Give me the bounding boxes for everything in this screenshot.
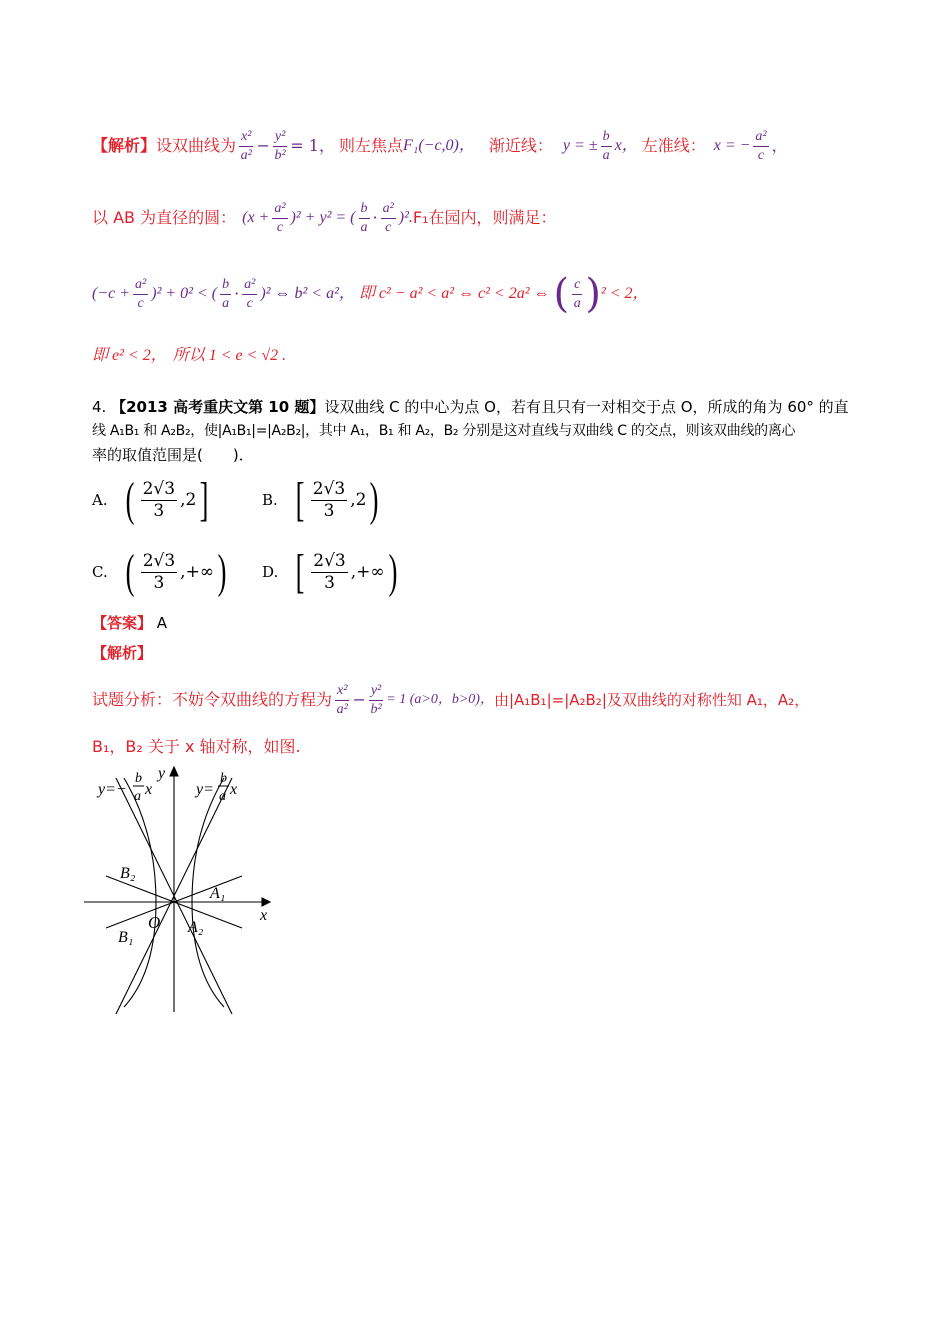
question-4-stem: 4. 【2013 高考重庆文第 10 题】设双曲线 C 的中心为点 O，若有且只有一对相交于点 O，所成的角为 60° 的直 线 A₁B₁ 和 A₂B₂，使|A₁B₁|=|A₂B₂|，其中 A₁，B₁ 和 A₂，B₂ 分别是这对直线与双曲线 C 的交点，则该双曲线的离心 率的取值范围是( )．: [92, 398, 849, 464]
fraction: $\frac{\text{y²}}{\text{b²}}$: [274, 128, 286, 163]
label-a2: A₂: [188, 919, 204, 936]
fraction: $\frac{\text{y²}}{\text{b²}}$: [370, 682, 382, 717]
analysis-tag: 【解析】: [92, 136, 157, 155]
label-right-asymptote: y=: [196, 781, 214, 798]
fraction: $\frac{b}{a}$: [602, 128, 610, 163]
fraction: $\frac{2√3}{3}$: [142, 478, 176, 521]
label-b1: B₁: [118, 929, 134, 946]
analysis-line-4: 即 e² < 2， 所以 1 < e < √2 .: [92, 347, 287, 364]
label-b2: B₂: [120, 865, 136, 882]
option-b: B. [ $\frac{2√3}{3}$ ,2 ): [262, 473, 379, 526]
fraction: $\frac{\text{a²}}{c}$: [274, 200, 286, 235]
analysis-q4-line-2: B₁，B₂ 关于 x 轴对称，如图.: [92, 737, 301, 756]
label-x: x: [260, 907, 268, 924]
answer-tag: 【答案】: [92, 614, 153, 632]
option-d: D. [ $\frac{2√3}{3}$ ,+∞ ): [262, 545, 397, 598]
answer-line: [92, 612, 167, 633]
option-c: C. ( $\frac{2√3}{3}$ ,+∞ ): [92, 545, 227, 598]
analysis-q4-line-1: 试题分析：不妨令双曲线的方程为 $\frac{\text{x²}}{\text{a²}}$ − $\frac{\text{y²}}{\text{b²}}$ = 1 (a>0，b>0)， 由|A₁B₁|=|A₂B₂|及双曲线的对称性知 A₁，A₂，: [92, 682, 810, 717]
fraction: $\frac{\text{a²}}{c}$: [382, 200, 394, 235]
svg-text:b: b: [135, 771, 142, 786]
fraction: $\frac{2√3}{3}$: [313, 550, 346, 593]
analysis-line-2: 以 AB 为直径的圆： (x + $\frac{\text{a²}}{c}$ )² + y² = ( $\frac{b}{a}$ · $\frac{\text{a²}}{c}$ )². F₁在园内，则满足：: [92, 200, 557, 235]
svg-text:a: a: [134, 789, 141, 804]
x-axis-arrow: [262, 898, 270, 906]
answer-value: A: [156, 614, 168, 632]
fraction: $\frac{\text{a²}}{c}$: [244, 276, 256, 311]
hyperbola-left-branch: [124, 778, 156, 1007]
svg-text:a: a: [219, 789, 226, 804]
fraction: $\frac{\text{x²}}{\text{a²}}$: [336, 682, 348, 717]
option-a: A. ( $\frac{2√3}{3}$ ,2 ]: [92, 473, 209, 526]
fraction: $\frac{c}{a}$: [573, 276, 581, 311]
fraction: $\frac{b}{a}$: [360, 200, 368, 235]
analysis-tag-2: 【解析】: [92, 644, 153, 662]
label-origin: O: [148, 913, 161, 932]
label-a1: A₁: [210, 885, 226, 902]
fraction: $\frac{\text{x²}}{\text{a²}}$: [240, 128, 252, 163]
label-left-asymptote: y=−: [98, 781, 127, 798]
fraction: $\frac{\text{a²}}{c}$: [755, 128, 767, 163]
label-y: y: [158, 765, 166, 782]
svg-text:x: x: [230, 781, 238, 798]
analysis-line-3: (−c + $\frac{\text{a²}}{c}$ )² + 0² < ( $\frac{b}{a}$ · $\frac{\text{a²}}{c}$ )² ⇔ b² < a²， 即 c² − a² < a² ⇔ c² < 2a² ⇔ ( $\frac{c}{a}$ ) ² < 2，: [92, 271, 649, 317]
svg-text:x: x: [145, 781, 153, 798]
fraction: $\frac{2√3}{3}$: [142, 550, 176, 593]
y-axis-arrow: [170, 767, 178, 776]
question-source: 【2013 高考重庆文第 10 题】: [111, 398, 325, 416]
analysis-line-1: 【解析】 设双曲线为 $\frac{\text{x²}}{\text{a²}}$ − $\frac{\text{y²}}{\text{b²}}$ = 1， 则左焦点 F₁(−c,0)， 渐近线： y = ± $\frac{b}{a}$ x， 左准线： x = − $\frac{\text{a²}}{c}$ ，: [92, 128, 788, 163]
svg-text:b: b: [220, 771, 227, 786]
fraction: $\frac{2√3}{3}$: [312, 478, 346, 521]
fraction: $\frac{\text{a²}}{c}$: [135, 276, 147, 311]
hyperbola-figure: [84, 762, 284, 1017]
fraction: $\frac{b}{a}$: [222, 276, 230, 311]
